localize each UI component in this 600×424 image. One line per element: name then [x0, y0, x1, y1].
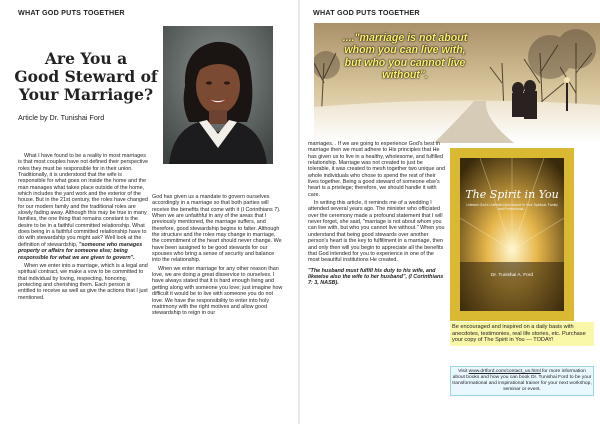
contact-box: [450, 366, 594, 396]
website-link[interactable]: www.drtford.com/contact_us.html: [468, 369, 541, 374]
book-author: Dr. Tunishai A. Ford: [490, 273, 534, 278]
visit-text: for more information about books and how you can book Dr. Tunishai Ford to be your transformational and inspirational trainer for your next workshop, seminar or event.: [452, 369, 592, 392]
paragraph-text: What I have found to be a reality in most marriages is that most couples have not defined their perspective roles they must be responsible for in their union. Traditionally, it is understood that the wife is responsible for what goes on inside the home and the man manages what takes place outside of the home, which includes the yard work and the exterior of the house. But in the 21st century, the roles have changed for our modern family and the traditional roles are slowly fading away. Although this may be true in many families, the one thing that remains constant is the desire to be in a faithful committed relationship. What does being in a faithful committed relationship have to do with stewardship you might ask? Well look at the definition of stewardship,: [18, 153, 149, 248]
title-line: Your Marriage?: [18, 85, 154, 104]
paragraph: marriages. . If we are going to experience God's best in marriage then we must adhere to His principles that He has given us to live in a healthy, wholesome, and fulfilled relationship. Marriage was not created to just be tolerable, it was created to mesh together two unique and whole individuals who chose to spend the rest of their lives together. Being a good steward of someone else's heart is a privilege; therefore, we should handle it with care.: [308, 141, 445, 198]
running-head: WHAT GOD PUTS TOGETHER: [18, 8, 125, 17]
paragraph: God has given us a mandate to govern ourselves accordingly in a marriage so that both parties will receive the benefits that come with it (I Corinthians 7). When we are unfaithful in any of the areas that I previously mentioned, the marriage suffers, and therefore, good stewardship begins to falter. Although the structure and the roles may change in marriage, the commitment of the heart should never change. We have been assigned to be good stewards for our spouses who bring a sense of security and balance into the relationship.: [152, 194, 282, 264]
banner-image: [314, 23, 600, 143]
author-portrait-image: [163, 26, 273, 164]
sunrise-cover-image: [460, 158, 564, 311]
right-page: [300, 0, 600, 424]
banner-quote: ...."marriage is not about whom you can live with, but who you cannot live without".: [342, 32, 468, 82]
article-column-2: [152, 194, 284, 319]
title-line: Good Steward of: [14, 67, 158, 86]
book-cover-art: [460, 158, 564, 311]
scripture-quote: [308, 268, 446, 287]
paragraph: In writing this article, it reminds me of a wedding I attended several years ago. The minister who officiated over the ceremony made a profound statement that I will never forget, she said, "marriage is not about whom you can live with, but who you cannot live without." When you understand that being good stewards over another person's heart is the key to fulfillment in a marriage, then and only then will you begin to appreciate all the benefits that God intended for you to experience in one of the most beautiful institutions He created.: [308, 200, 445, 264]
paragraph: When we enter marriage for any other reason than love, we are doing a great disservice to ourselves. I have always stated that it is hard enough living and getting along with someone you love; just imagine how difficult it would be to live with someone you do not love. We have the responsibility to enter into holy matrimony with the right motives and allow good stewardship to reign in our: [152, 265, 283, 317]
running-head: WHAT GOD PUTS TOGETHER: [313, 8, 420, 17]
visit-prefix: Visit: [458, 369, 469, 374]
paragraph: [18, 153, 149, 261]
definition-quote: "someone who manages property or affairs for someone else; being responsible for what we are given to govern".: [18, 241, 143, 261]
author-photo: [163, 26, 273, 164]
article-column-1: [18, 153, 149, 303]
paragraph: When we enter into a marriage, which is a legal and spiritual contract, we make a vow to be committed to that individual by loving, respecting, honoring, protecting and cherishing them. Each person is entitled to receive as well as give the actions that I just mentioned.: [18, 262, 148, 301]
byline: Article by Dr. Tunishai Ford: [18, 113, 105, 122]
book-subtitle: Unleash God's Unlimited Abundance in Your Spiritual, Family and Professional...: [466, 203, 558, 211]
scripture-text: "The husband must fulfill his duty to his wife, and likewise also the wife to her husband", (I Corinthians 7: 3, NASB).: [308, 267, 444, 287]
book-cover: [450, 148, 574, 321]
title-line: Are You a: [44, 49, 128, 68]
book-title: The Spirit in You: [465, 188, 559, 201]
promo-box: Be encouraged and inspired on a daily basis with anecdotes, testimonies, real life stories, etc. Purchase your copy of The Spirit in You --- TODAY!: [450, 322, 594, 346]
article-title: [10, 50, 162, 104]
article-column-3: [308, 141, 446, 289]
